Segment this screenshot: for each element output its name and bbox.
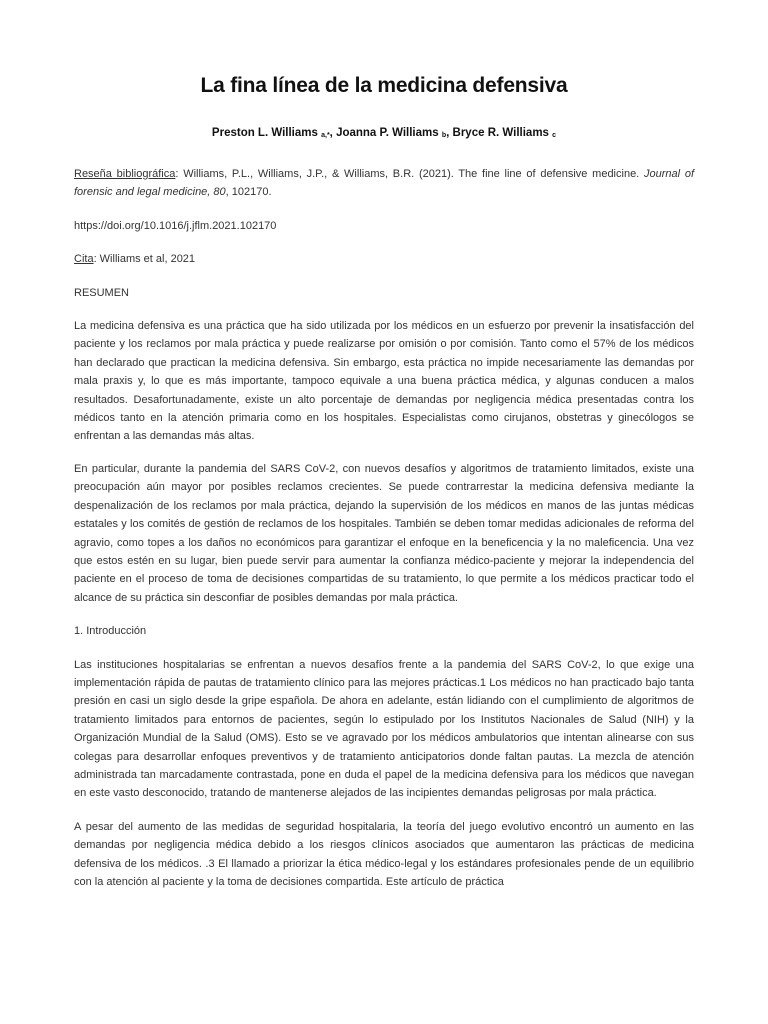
author-1-affiliation: a,* — [321, 132, 330, 139]
abstract-paragraph-2: En particular, durante la pandemia del SARS CoV-2, con nuevos desafíos y algoritmos de tratamiento limitados, existe una preocupación aún mayor por posibles reclamos crecientes. Se puede contrarrestar la medicina defensiva mediante la despenalización de los reclamos por mala práctica, dejando la supervisión de los médicos en manos de las juntas médicas estatales y los comités de gestión de reclamos de los hospitales. También se deben tomar medidas adicionales de reforma del agravio, como topes a los daños no económicos para garantizar el enfoque en la beneficencia y la no maleficencia. Una vez que estos estén en su lugar, bien puede servir para aumentar la confianza médico-paciente y mejorar la independencia del paciente en el proceso de toma de decisiones compartidas de su tratamiento, lo que permite a los médicos practicar todo el alcance de su práctica sin desconfiar de posibles demandas por mala práctica. — [74, 462, 694, 604]
author-1-name: Preston L. Williams — [211, 127, 318, 139]
author-3-name: Bryce R. Williams — [452, 127, 549, 139]
citation-text: : Williams et al, 2021 — [93, 253, 196, 266]
doi-link[interactable]: https://doi.org/10.1016/j.jflm.2021.102170 — [74, 219, 277, 232]
reference-text: Williams, P.L., Williams, J.P., & Williams, B.R. (2021). The fine line of defensive medicine. — [183, 168, 644, 180]
reference-journal: Journal of forensic and legal medicine, 80 — [74, 168, 695, 199]
author-separator: , — [329, 127, 337, 139]
author-2-affiliation: b — [441, 132, 447, 139]
citation — [74, 250, 694, 268]
introduction-heading: 1. Introducción — [74, 625, 147, 638]
introduction-paragraph-2: A pesar del aumento de las medidas de seguridad hospitalaria, la teoría del juego evolutivo encontró un aumento en las demandas por negligencia médica debido a los riesgos clínicos asociados que aumentaron las prácticas de medicina defensiva de los médicos. .3 El llamado a priorizar la ética médico-legal y los estándares profesionales pende de un equilibrio con la atención al paciente y la toma de decisiones compartida. Este artículo de práctica — [74, 820, 694, 888]
introduction-paragraph-1: Las instituciones hospitalarias se enfrentan a nuevos desafíos frente a la pandemia del SARS CoV-2, lo que exige una implementación rápida de pautas de tratamiento clínico para las mejores prácticas.1 Los médicos no han practicado bajo tanta presión en casi un siglo desde la gripe española. De ahora en adelante, están lidiando con el cumplimiento de algoritmos de tratamiento limitados para entornos de pacientes, según lo estipulado por los Institutos Nacionales de Salud (NIH) y la Organización Mundial de la Salud (OMS). Esto se ve agravado por los médicos ambulatorios que intentan alinearse con sus colegas para desarrollar enfoques preventivos y de tratamiento anticipatorios donde faltan pautas. La mezcla de atención administrada tan marcadamente contrastada, pone en duda el papel de la medicina defensiva para los médicos que navegan en este vasto desconocido, tratando de mantenerse alejados de las incipientes demandas peligrosas por mala práctica. — [74, 658, 694, 800]
reference-tail: , 102170. — [225, 186, 272, 199]
author-separator: , — [446, 127, 453, 139]
document-title: La fina línea de la medicina defensiva — [200, 74, 568, 97]
document-body — [74, 68, 694, 891]
citation-label: Cita — [74, 253, 94, 266]
author-2-name: Joanna P. Williams — [336, 127, 439, 139]
reference-label: Reseña bibliográfica — [74, 168, 176, 180]
bibliographic-reference — [74, 165, 694, 202]
abstract-paragraph-1: La medicina defensiva es una práctica que ha sido utilizada por los médicos en un esfuerzo por prevenir la insatisfacción del paciente y los reclamos por mala práctica y puede realizarse por omisión o por comisión. Tanto como el 57% de los médicos han declarado que practican la medicina defensiva. Sin embargo, esta práctica no impide necesariamente las demandas por mala praxis y, lo que es más importante, tampoco equivale a una buena práctica médica, y algunas conducen a malos resultados. Desafortunadamente, existe un alto porcentaje de demandas por negligencia médica presentadas contra los médicos tanto en la atención primaria como en los hospitales. Especialistas como cirujanos, obstetras y ginecólogos se enfrentan a las demandas más altas. — [74, 320, 694, 443]
reference-colon: : — [175, 168, 184, 180]
author-3-affiliation: c — [552, 132, 557, 139]
abstract-heading: RESUMEN — [74, 286, 130, 299]
author-list — [74, 125, 694, 144]
